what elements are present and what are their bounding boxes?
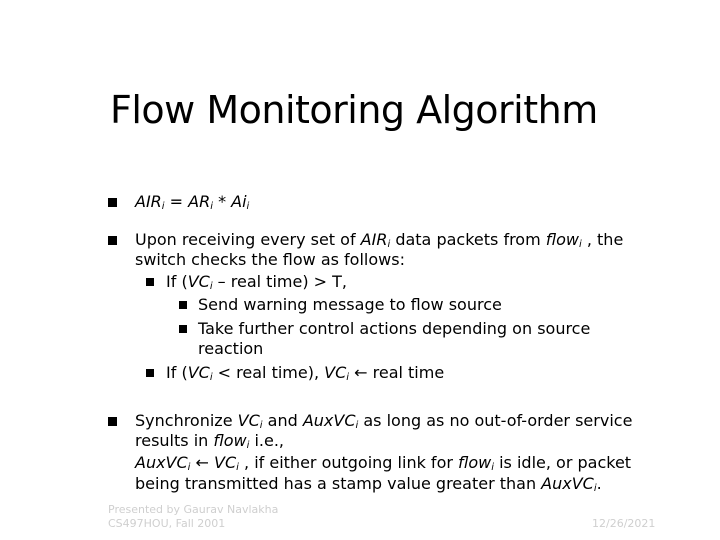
sub-bullet-marker <box>146 369 154 377</box>
footer-presenter: Presented by Gaurav Navlakha <box>108 503 279 516</box>
sub-bullet-marker <box>146 278 154 286</box>
bullet-marker <box>108 417 117 426</box>
sub-sub-bullet-marker <box>179 301 187 309</box>
sub-sub-bullet-1: Send warning message to flow source <box>198 295 502 314</box>
footer-date: 12/26/2021 <box>592 517 656 530</box>
bullet-2-line-1: Upon receiving every set of $AIR_i$ data packets from flow$_i$ , the <box>135 230 624 250</box>
slide-title: Flow Monitoring Algorithm <box>110 88 598 132</box>
sub-sub-bullet-2-line-1: Take further control actions depending on source <box>198 319 591 338</box>
bullet-3-line-2: results in flow$_i$ i.e., <box>135 431 284 451</box>
footer-course: CS497HOU, Fall 2001 <box>108 517 226 530</box>
bullet-3-line-1: Synchronize $VC_i$ and AuxVC$_i$ as long as no out-of-order service <box>135 411 633 431</box>
sub-sub-bullet-2-line-2: reaction <box>198 339 264 358</box>
sub-bullet-1: If ($VC_i$ – real time) > T, <box>166 272 347 292</box>
bullet-2-line-2: switch checks the flow as follows: <box>135 250 405 269</box>
sub-sub-bullet-marker <box>179 325 187 333</box>
bullet-marker <box>108 236 117 245</box>
bullet-3-line-3: AuxVC$_i$ ← $VC_i$ , if either outgoing link for flow$_i$ is idle, or packet <box>135 453 632 473</box>
bullet-3-line-4: being transmitted has a stamp value greater than AuxVC$_i$. <box>135 474 602 494</box>
sub-bullet-2: If ($VC_i$ < real time), $VC_i$ ← real time <box>166 363 445 383</box>
bullet-1-line: $AIR_i = AR_i * Ai_i$ <box>135 192 250 212</box>
bullet-marker <box>108 198 117 207</box>
